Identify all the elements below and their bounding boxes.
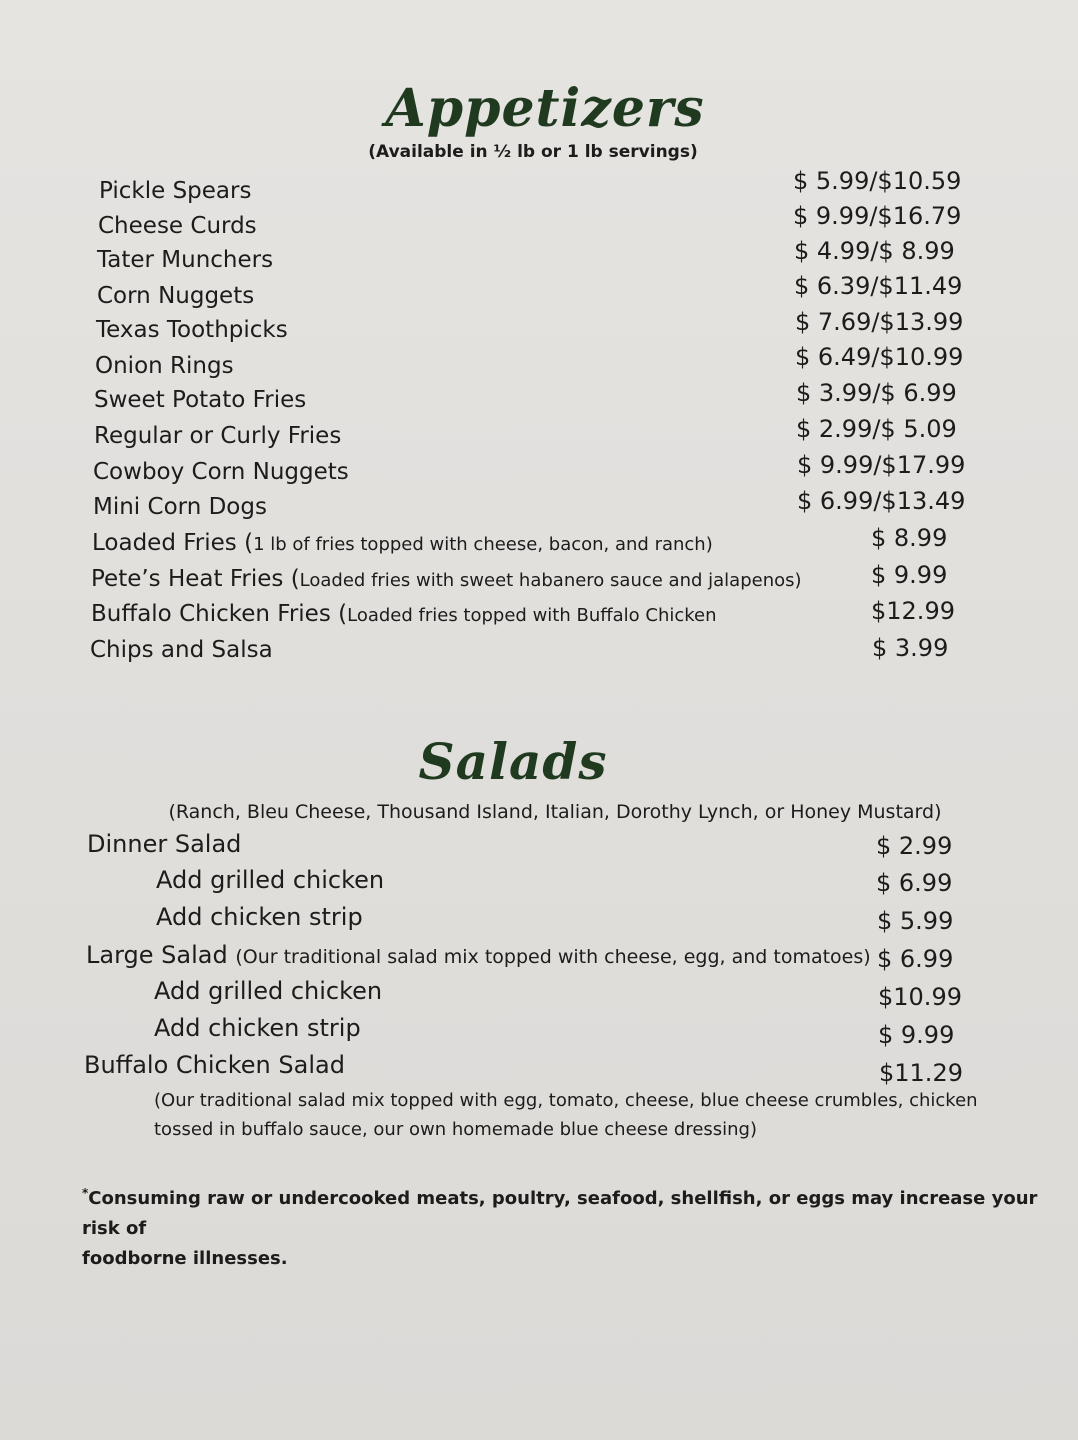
appetizer-item-name: Mini Corn Dogs	[93, 494, 267, 520]
footnote-text: foodborne illnesses.	[82, 1248, 288, 1269]
appetizer-item-price: $ 4.99/$ 8.99	[794, 237, 955, 265]
appetizer-item-price: $ 3.99	[872, 634, 949, 662]
footnote-marker: *	[82, 1186, 89, 1200]
description-line: (Our traditional salad mix topped with egg, tomato, cheese, blue cheese crumbles, chicken	[154, 1090, 978, 1111]
appetizer-item-note: Loaded fries topped with Buffalo Chicken	[347, 605, 717, 626]
salads-dressing-options: (Ranch, Bleu Cheese, Thousand Island, Italian, Dorothy Lynch, or Honey Mustard)	[168, 801, 942, 823]
appetizer-item-price: $ 7.69/$13.99	[795, 308, 964, 336]
description-line: tossed in buffalo sauce, our own homemade blue cheese dressing)	[154, 1119, 758, 1140]
appetizer-item-name: Tater Munchers	[97, 247, 274, 273]
appetizer-item-name: Regular or Curly Fries	[94, 423, 342, 449]
appetizer-item-price: $ 3.99/$ 6.99	[796, 379, 957, 407]
salad-item-price: $11.29	[879, 1059, 963, 1087]
appetizer-item-name: Pickle Spears	[99, 178, 252, 204]
appetizer-item-price: $ 6.49/$10.99	[795, 343, 964, 371]
appetizer-item-price: $ 6.39/$11.49	[794, 272, 963, 300]
appetizer-item-price: $ 9.99	[871, 561, 948, 589]
appetizer-item-price: $12.99	[871, 597, 955, 625]
salads-heading: Salads	[418, 732, 608, 791]
salad-item-note: (Our traditional salad mix topped with cheese, egg, and tomatoes)	[235, 946, 871, 968]
appetizer-item-note: Loaded fries with sweet habanero sauce and jalapenos)	[299, 570, 802, 591]
salad-addon-name: Add chicken strip	[156, 903, 363, 931]
appetizers-heading: Appetizers	[385, 78, 705, 139]
salad-item-price: $ 2.99	[876, 832, 953, 860]
salad-addon-name: Add grilled chicken	[156, 866, 385, 894]
appetizer-item-name: Cheese Curds	[98, 213, 257, 239]
appetizers-subtitle: (Available in ½ lb or 1 lb servings)	[368, 142, 698, 162]
appetizer-item-price: $ 5.99/$10.59	[793, 167, 962, 195]
appetizer-item-price: $ 9.99/$17.99	[797, 451, 966, 479]
salad-item-price: $ 6.99	[876, 869, 953, 897]
appetizer-item-name: Loaded Fries (1 lb of fries topped with cheese, bacon, and ranch)	[92, 530, 713, 556]
appetizer-item-name: Sweet Potato Fries	[94, 387, 307, 413]
appetizer-item-name: Corn Nuggets	[97, 283, 255, 309]
appetizer-item-name: Cowboy Corn Nuggets	[93, 459, 349, 485]
salad-addon-name: Add chicken strip	[154, 1014, 361, 1042]
salad-item-price: $ 6.99	[877, 945, 954, 973]
food-safety-footnote	[82, 1178, 1042, 1274]
appetizer-item-price: $ 8.99	[871, 524, 948, 552]
appetizer-item-note: 1 lb of fries topped with cheese, bacon, and ranch)	[253, 534, 713, 555]
salad-item-price: $ 5.99	[877, 907, 954, 935]
appetizer-item-name: Texas Toothpicks	[96, 317, 288, 343]
appetizer-item-name: Onion Rings	[95, 353, 234, 379]
appetizer-item-price: $ 2.99/$ 5.09	[796, 415, 957, 443]
appetizer-item-name: Pete’s Heat Fries (Loaded fries with sweet habanero sauce and jalapenos)	[91, 566, 802, 592]
salad-item-price: $10.99	[878, 983, 962, 1011]
appetizer-item-price: $ 6.99/$13.49	[797, 487, 966, 515]
salad-item-name: Large Salad (Our traditional salad mix topped with cheese, egg, and tomatoes)	[86, 941, 871, 969]
appetizer-item-name: Chips and Salsa	[90, 637, 273, 663]
appetizer-item-name: Buffalo Chicken Fries (Loaded fries topped with Buffalo Chicken	[91, 601, 717, 627]
salad-item-price: $ 9.99	[878, 1021, 955, 1049]
salad-addon-name: Add grilled chicken	[154, 977, 383, 1005]
footnote-text: Consuming raw or undercooked meats, poultry, seafood, shellfish, or eggs may increase your risk of	[82, 1188, 1038, 1239]
salad-item-name: Buffalo Chicken Salad	[84, 1051, 345, 1079]
appetizer-item-price: $ 9.99/$16.79	[793, 202, 962, 230]
salad-item-name: Dinner Salad	[87, 830, 242, 858]
buffalo-salad-description	[154, 1086, 1014, 1144]
